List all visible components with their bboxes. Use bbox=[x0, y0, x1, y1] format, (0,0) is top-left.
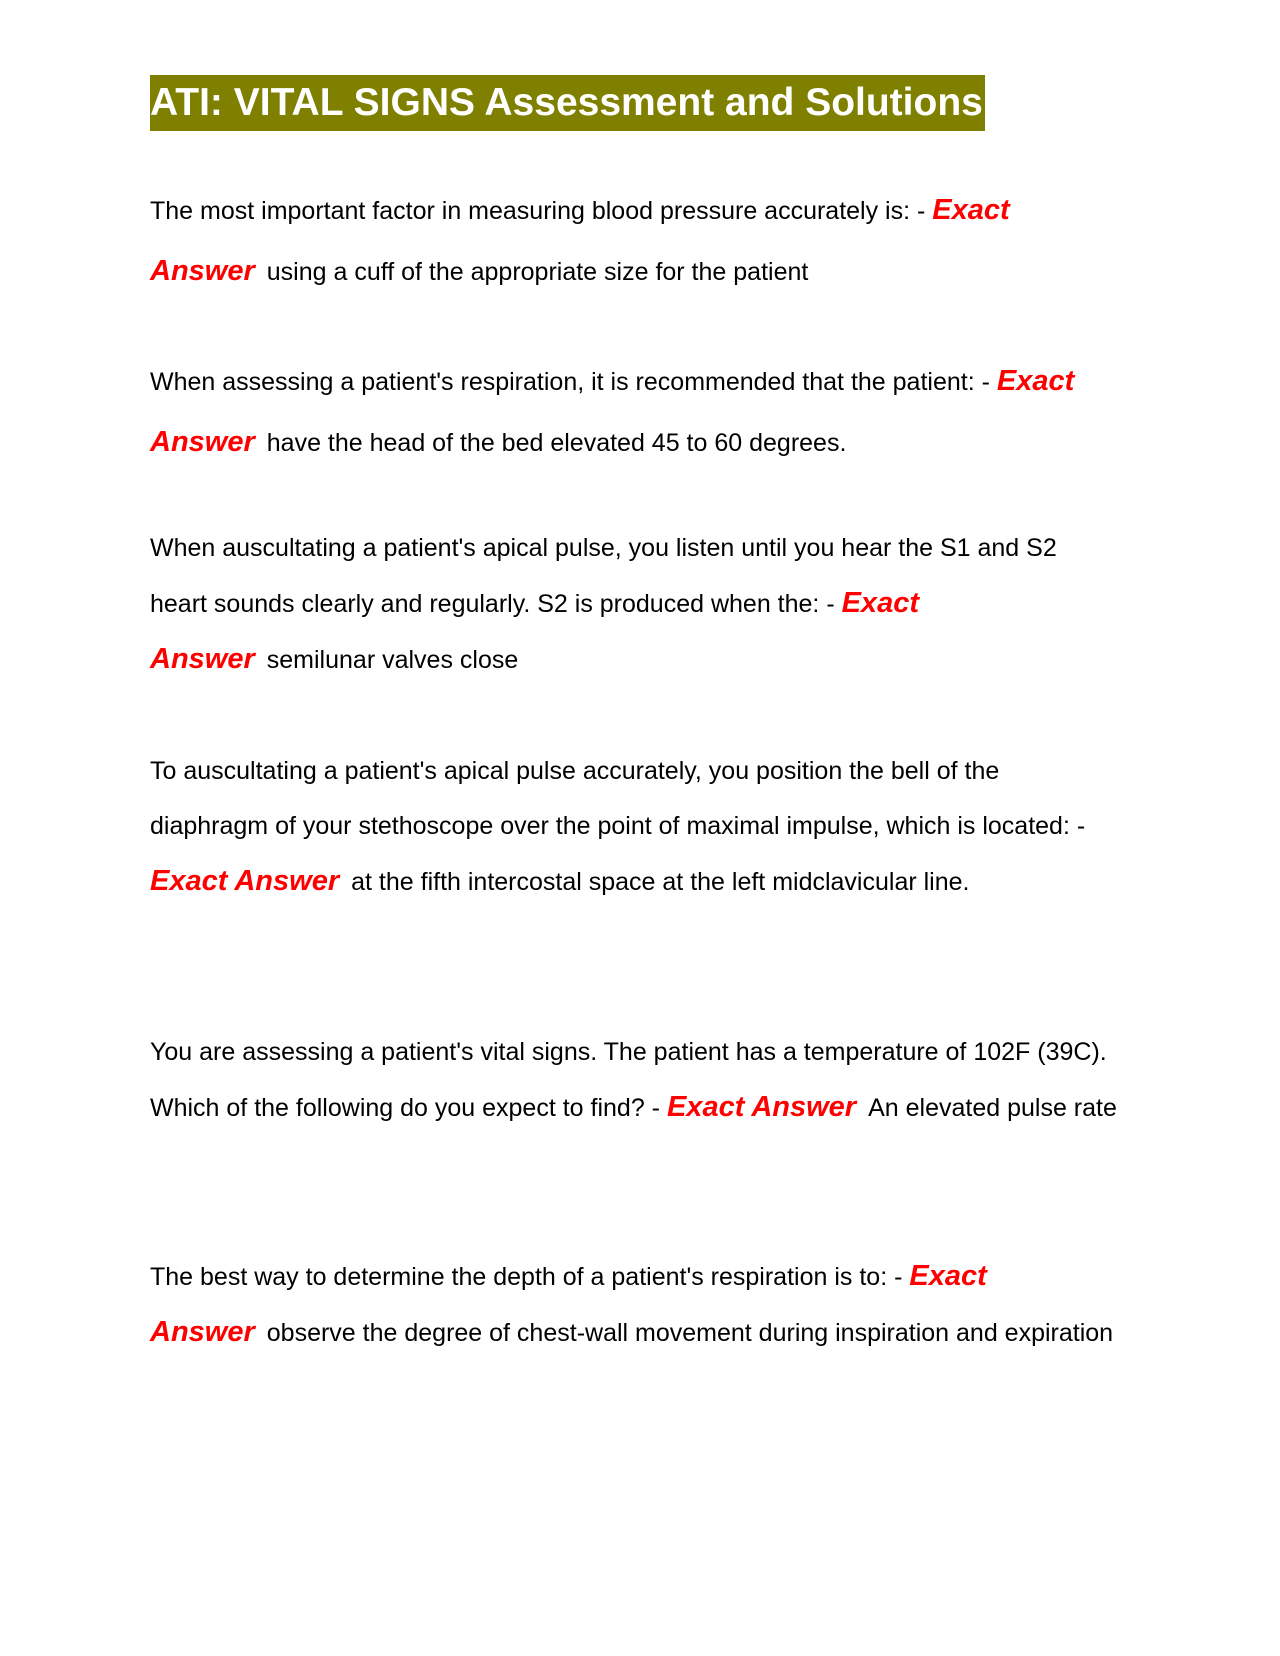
question-text: The best way to determine the depth of a patient's respiration is to: - bbox=[150, 1263, 910, 1291]
question-text: When auscultating a patient's apical pulse, you listen until you hear the S1 and S2 heart sounds clearly and regularly. S2 is produced when the: - bbox=[150, 534, 1057, 618]
answer-label: Exact Answer bbox=[150, 587, 919, 675]
answer-label: Exact Answer bbox=[150, 194, 1010, 287]
answer-label: Exact Answer bbox=[666, 1091, 857, 1123]
question-text: When assessing a patient's respiration, it is recommended that the patient: - bbox=[150, 368, 997, 396]
question-text: To auscultating a patient's apical pulse accurately, you position the bell of the diaphragm of your stethoscope over the point of maximal impulse, which is located: - bbox=[150, 757, 1086, 840]
document-title: ATI: VITAL SIGNS Assessment and Solutions bbox=[150, 75, 985, 131]
question-text: The most important factor in measuring blood pressure accurately is: - bbox=[150, 197, 933, 225]
qa-item bbox=[150, 744, 1120, 910]
answer-text: An elevated pulse rate bbox=[868, 1094, 1117, 1122]
qa-item bbox=[150, 1249, 1120, 1361]
answer-text: observe the degree of chest-wall movement during inspiration and expiration bbox=[266, 1319, 1114, 1347]
qa-item bbox=[150, 521, 1120, 688]
answer-label: Exact Answer bbox=[150, 865, 340, 897]
question-text: You are assessing a patient's vital signs. The patient has a temperature of 102F (39C). Which of the following do you expect to find? - bbox=[150, 1038, 1107, 1122]
answer-text: using a cuff of the appropriate size for the patient bbox=[266, 258, 809, 286]
qa-item bbox=[150, 1025, 1120, 1136]
answer-text: at the fifth intercostal space at the left midclavicular line. bbox=[351, 868, 970, 896]
qa-item bbox=[150, 180, 1120, 302]
answer-text: semilunar valves close bbox=[266, 646, 519, 674]
answer-text: have the head of the bed elevated 45 to 60 degrees. bbox=[266, 429, 847, 457]
answer-label: Exact Answer bbox=[150, 1260, 987, 1348]
answer-label: Exact Answer bbox=[150, 365, 1075, 458]
qa-item bbox=[150, 351, 1120, 473]
